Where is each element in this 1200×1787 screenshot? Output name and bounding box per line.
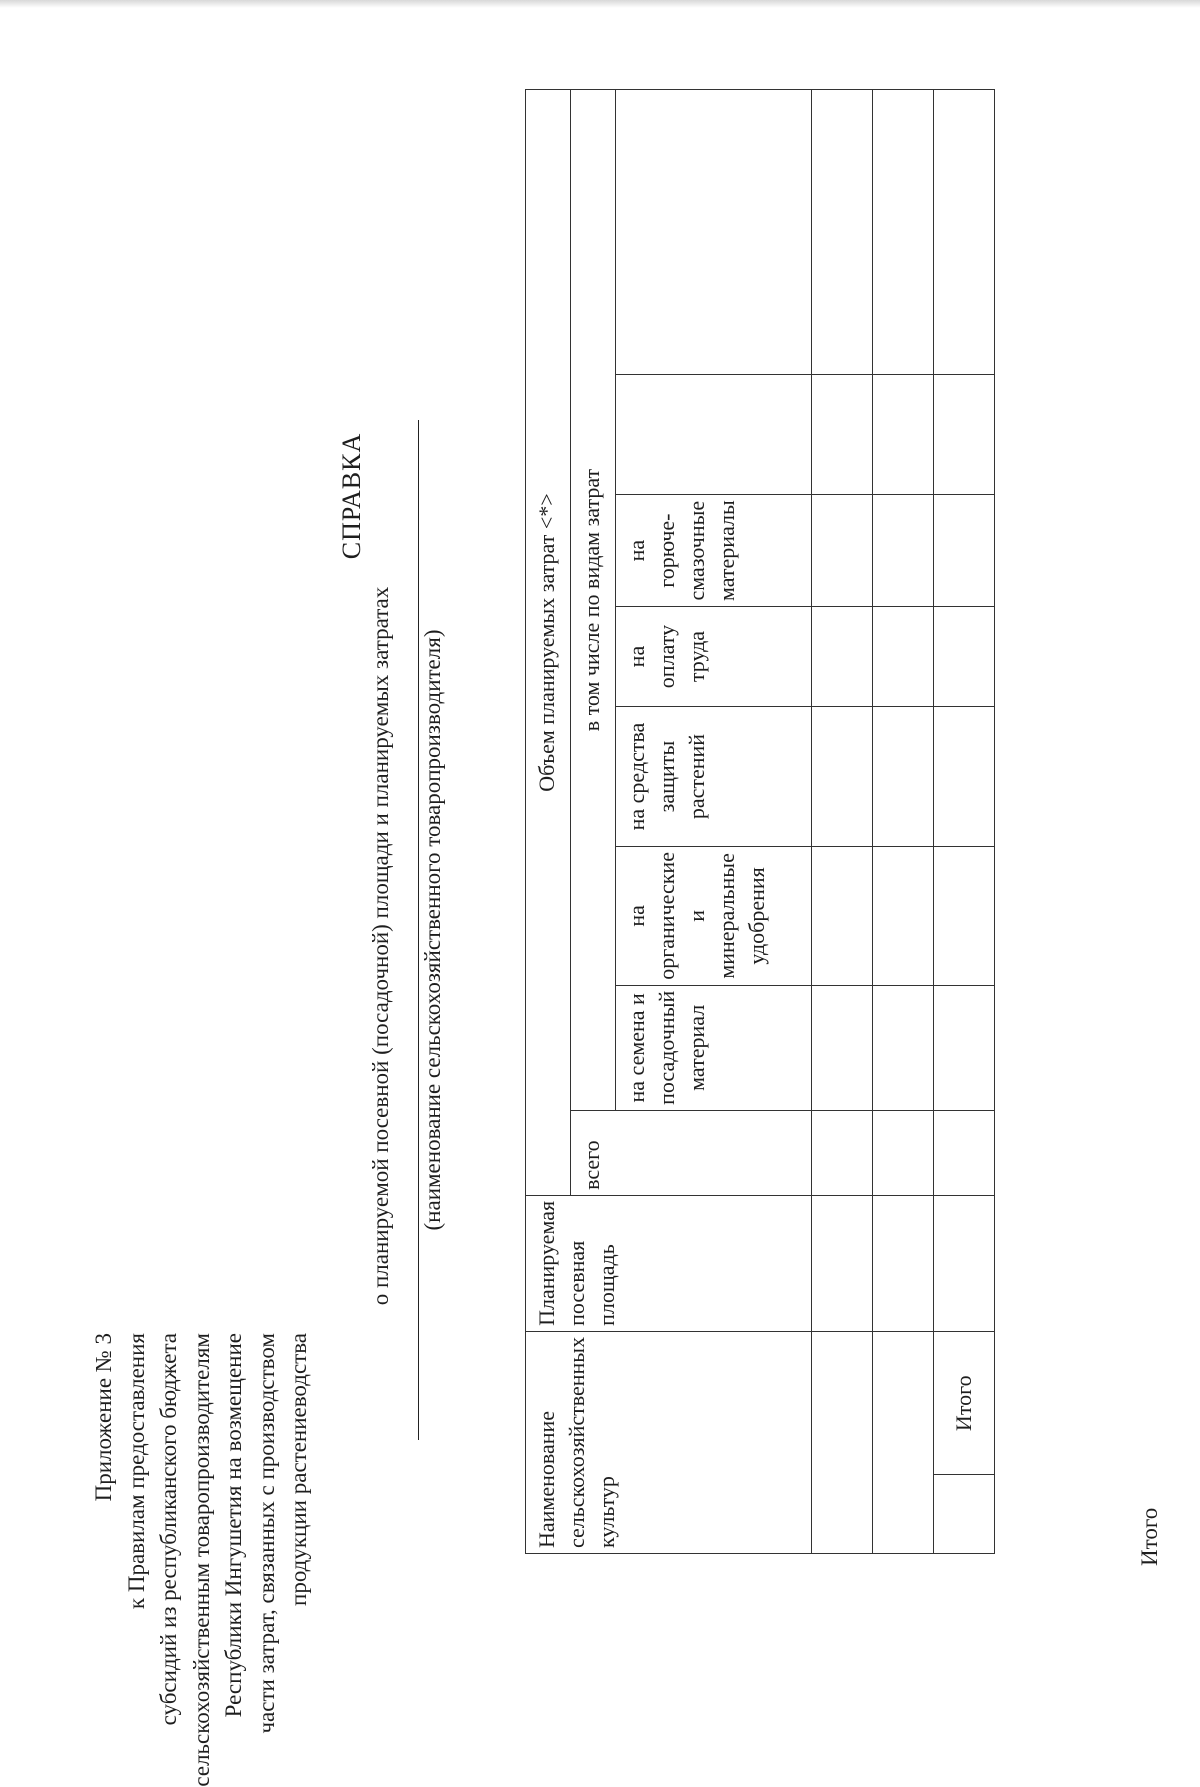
appendix-line: части затрат, связанных с производством	[253, 1333, 279, 1734]
producer-name-line	[418, 420, 419, 1440]
header-planned-area: Планируемая посевная площадь	[526, 1195, 812, 1331]
table-row	[873, 90, 934, 1554]
empty-cell	[616, 90, 812, 375]
header-plant-protection: на средства защиты растений	[616, 707, 812, 847]
header-seeds: на семена и посадочный материал	[616, 985, 812, 1110]
header-planned-costs: Объем планируемых затрат <*>	[526, 90, 571, 1196]
appendix-line: Республики Ингушетия на возмещение	[221, 1333, 246, 1718]
table-row	[812, 90, 873, 1554]
header-by-type: в том числе по видам затрат	[571, 90, 616, 1111]
header-fuel: на горюче-смазочные материалы	[616, 495, 812, 607]
costs-table	[525, 89, 995, 1554]
total-row-label: Итого	[934, 1331, 995, 1475]
header-total: всего	[571, 1110, 812, 1195]
title-main: СПРАВКА	[337, 432, 366, 560]
appendix-line: к Правилам предоставления	[123, 1333, 149, 1610]
appendix-line: Приложение № 3	[91, 1333, 116, 1502]
appendix-line: субсидий из республиканского бюджета	[156, 1333, 181, 1726]
appendix-line: сельскохозяйственным товаропроизводителям	[188, 1333, 214, 1787]
header-crop-name: Наименование сельскохозяйственных культур	[526, 1331, 812, 1553]
footer-total-label: Итого	[1137, 1507, 1162, 1566]
producer-name-caption: (наименование сельскохозяйственного товаропроизводителя)	[420, 629, 445, 1231]
document-title	[333, 0, 371, 1146]
document-subtitle: о планируемой посевной (посадочной) площади и планируемых затратах	[368, 586, 393, 1306]
appendix-line: продукции растениеводства	[286, 1333, 311, 1606]
header-labor: на оплату труда	[616, 607, 812, 707]
header-fertilizers: на органические и минеральные удобрения	[616, 847, 812, 986]
empty-cell	[616, 375, 812, 495]
table-row-total	[934, 90, 995, 1554]
appendix-block	[88, 1333, 316, 1787]
table-header-row	[526, 90, 571, 1554]
